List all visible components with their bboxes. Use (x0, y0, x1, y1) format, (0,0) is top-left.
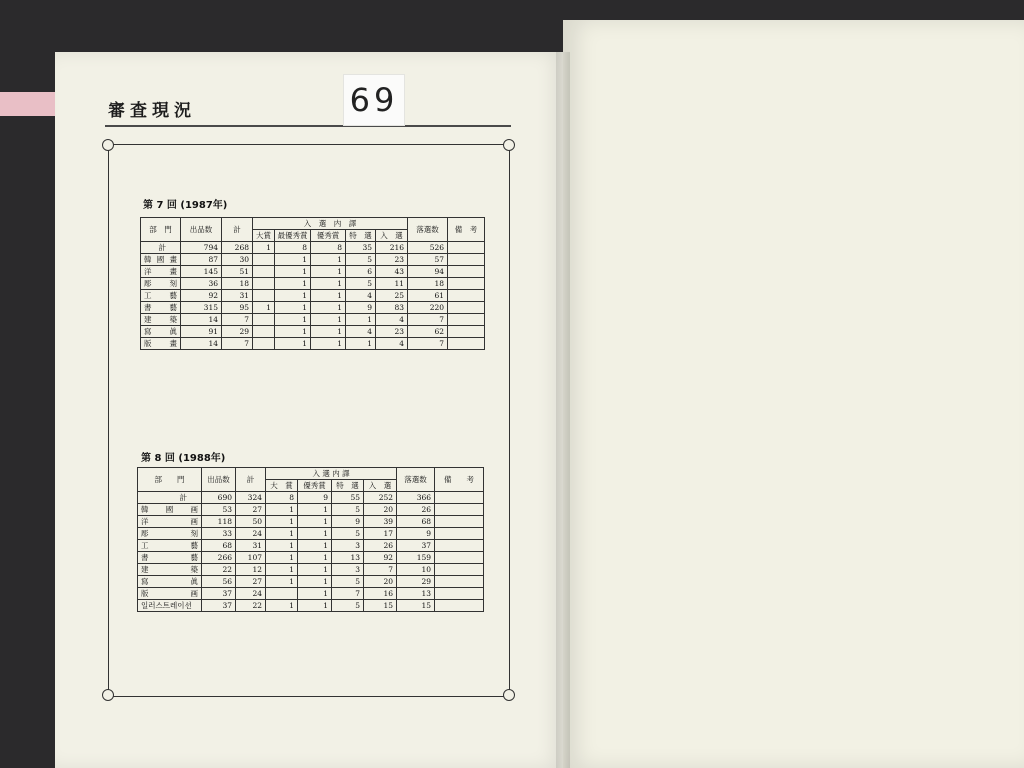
header-selected: 入 選 (364, 480, 397, 492)
dept-cell: 書 藝 (138, 552, 202, 564)
value-cell (435, 600, 484, 612)
value-cell: 1 (266, 552, 298, 564)
value-cell: 252 (364, 492, 397, 504)
bookmark-ribbon (0, 92, 60, 116)
value-cell: 18 (408, 278, 448, 290)
value-cell: 145 (181, 266, 222, 278)
value-cell: 315 (181, 302, 222, 314)
value-cell: 56 (202, 576, 236, 588)
value-cell (435, 516, 484, 528)
value-cell (435, 576, 484, 588)
value-cell: 1 (266, 528, 298, 540)
value-cell: 324 (236, 492, 266, 504)
value-cell: 1 (298, 600, 332, 612)
value-cell: 14 (181, 338, 222, 350)
dept-cell: 書 藝 (141, 302, 181, 314)
value-cell: 1 (253, 302, 275, 314)
value-cell: 266 (202, 552, 236, 564)
value-cell (448, 278, 485, 290)
table-row (141, 290, 485, 302)
value-cell: 268 (222, 242, 253, 254)
value-cell: 31 (236, 540, 266, 552)
dept-cell: 寫 眞 (138, 576, 202, 588)
table-row (138, 588, 484, 600)
dept-cell: 建 築 (138, 564, 202, 576)
header-dept: 部 門 (138, 468, 202, 492)
value-cell: 3 (332, 540, 364, 552)
dept-cell: 韓國畫 (141, 254, 181, 266)
value-cell: 7 (408, 314, 448, 326)
value-cell: 23 (376, 254, 408, 266)
value-cell (435, 564, 484, 576)
census-table-1988 (137, 467, 484, 612)
value-cell: 1 (298, 540, 332, 552)
value-cell: 7 (332, 588, 364, 600)
value-cell (253, 314, 275, 326)
header-rejected: 落選数 (397, 468, 435, 492)
value-cell: 36 (181, 278, 222, 290)
frame-corner-ornament (503, 689, 515, 701)
dept-cell: 洋 畫 (141, 266, 181, 278)
value-cell: 526 (408, 242, 448, 254)
frame-corner-ornament (102, 139, 114, 151)
value-cell: 5 (346, 254, 376, 266)
header-total: 計 (236, 468, 266, 492)
value-cell: 20 (364, 504, 397, 516)
value-cell: 1 (311, 338, 346, 350)
value-cell (448, 266, 485, 278)
value-cell: 1 (275, 326, 311, 338)
value-cell: 9 (346, 302, 376, 314)
value-cell: 24 (236, 588, 266, 600)
value-cell: 68 (202, 540, 236, 552)
header-grand-prize: 大 賞 (266, 480, 298, 492)
value-cell: 118 (202, 516, 236, 528)
value-cell: 53 (202, 504, 236, 516)
value-cell: 1 (311, 254, 346, 266)
value-cell: 68 (397, 516, 435, 528)
header-entries: 出品数 (181, 218, 222, 242)
value-cell: 39 (364, 516, 397, 528)
value-cell: 5 (332, 528, 364, 540)
value-cell: 690 (202, 492, 236, 504)
header-breakdown: 入 選 内 譯 (253, 218, 408, 230)
value-cell (448, 254, 485, 266)
dept-cell: 工 藝 (138, 540, 202, 552)
value-cell: 5 (332, 600, 364, 612)
value-cell: 5 (332, 504, 364, 516)
value-cell: 25 (376, 290, 408, 302)
value-cell: 1 (298, 588, 332, 600)
census-table-1987 (140, 217, 485, 350)
dept-cell: 工 藝 (141, 290, 181, 302)
value-cell: 1 (275, 278, 311, 290)
value-cell: 1 (266, 576, 298, 588)
table-row (141, 302, 485, 314)
table-row (138, 504, 484, 516)
value-cell: 22 (202, 564, 236, 576)
value-cell (266, 588, 298, 600)
value-cell: 4 (346, 326, 376, 338)
section-title-1987: 第 7 回 (1987年) (143, 200, 228, 211)
value-cell: 794 (181, 242, 222, 254)
value-cell (435, 552, 484, 564)
value-cell: 1 (298, 516, 332, 528)
value-cell: 62 (408, 326, 448, 338)
value-cell (435, 588, 484, 600)
table-row (141, 314, 485, 326)
value-cell: 159 (397, 552, 435, 564)
dept-cell: 寫 眞 (141, 326, 181, 338)
header-remarks: 備 考 (435, 468, 484, 492)
value-cell: 4 (376, 314, 408, 326)
table-row (138, 564, 484, 576)
value-cell: 26 (364, 540, 397, 552)
value-cell: 1 (275, 314, 311, 326)
value-cell (448, 302, 485, 314)
value-cell: 107 (236, 552, 266, 564)
dept-cell: 建 築 (141, 314, 181, 326)
value-cell: 7 (364, 564, 397, 576)
value-cell: 7 (222, 338, 253, 350)
value-cell: 1 (298, 564, 332, 576)
value-cell: 95 (222, 302, 253, 314)
value-cell: 92 (364, 552, 397, 564)
value-cell: 8 (275, 242, 311, 254)
value-cell (448, 326, 485, 338)
value-cell: 1 (266, 564, 298, 576)
value-cell: 9 (332, 516, 364, 528)
value-cell: 14 (181, 314, 222, 326)
value-cell: 1 (266, 516, 298, 528)
value-cell: 33 (202, 528, 236, 540)
value-cell: 7 (222, 314, 253, 326)
value-cell: 4 (346, 290, 376, 302)
value-cell: 220 (408, 302, 448, 314)
header-special: 特 選 (346, 230, 376, 242)
page-heading: 審査現況 (108, 101, 196, 121)
value-cell: 9 (298, 492, 332, 504)
value-cell: 1 (311, 290, 346, 302)
value-cell: 366 (397, 492, 435, 504)
value-cell: 29 (397, 576, 435, 588)
book-gutter (556, 52, 570, 768)
value-cell: 26 (397, 504, 435, 516)
value-cell: 27 (236, 504, 266, 516)
value-cell: 1 (266, 540, 298, 552)
frame-corner-ornament (503, 139, 515, 151)
value-cell: 1 (253, 242, 275, 254)
value-cell (253, 338, 275, 350)
value-cell: 1 (275, 302, 311, 314)
value-cell: 1 (311, 314, 346, 326)
value-cell (435, 504, 484, 516)
value-cell: 61 (408, 290, 448, 302)
value-cell: 1 (298, 528, 332, 540)
header-dept: 部 門 (141, 218, 181, 242)
value-cell (448, 290, 485, 302)
value-cell: 4 (376, 338, 408, 350)
value-cell: 8 (266, 492, 298, 504)
table-row (138, 540, 484, 552)
dept-cell: 洋 画 (138, 516, 202, 528)
value-cell: 37 (202, 600, 236, 612)
header-entries: 出品数 (202, 468, 236, 492)
value-cell: 10 (397, 564, 435, 576)
value-cell: 3 (332, 564, 364, 576)
value-cell: 216 (376, 242, 408, 254)
value-cell: 83 (376, 302, 408, 314)
value-cell: 29 (222, 326, 253, 338)
value-cell: 5 (346, 278, 376, 290)
value-cell: 1 (298, 504, 332, 516)
value-cell: 9 (397, 528, 435, 540)
table-row (138, 600, 484, 612)
value-cell: 35 (346, 242, 376, 254)
value-cell: 30 (222, 254, 253, 266)
value-cell (253, 278, 275, 290)
value-cell: 24 (236, 528, 266, 540)
dept-cell: 版 畫 (141, 338, 181, 350)
value-cell: 1 (346, 314, 376, 326)
value-cell (435, 540, 484, 552)
value-cell: 55 (332, 492, 364, 504)
dept-cell: 韓 國 画 (138, 504, 202, 516)
value-cell: 37 (397, 540, 435, 552)
table-row (138, 576, 484, 588)
value-cell: 1 (266, 600, 298, 612)
value-cell (448, 338, 485, 350)
value-cell (253, 266, 275, 278)
header-excellence: 優秀賞 (311, 230, 346, 242)
value-cell (435, 528, 484, 540)
value-cell: 1 (275, 254, 311, 266)
value-cell: 18 (222, 278, 253, 290)
value-cell: 37 (202, 588, 236, 600)
header-breakdown: 入 選 内 譯 (266, 468, 397, 480)
value-cell: 23 (376, 326, 408, 338)
value-cell (435, 492, 484, 504)
header-top-excellence: 最優秀賞 (275, 230, 311, 242)
value-cell: 5 (332, 576, 364, 588)
dept-cell: 彫 刻 (138, 528, 202, 540)
dept-cell: 일러스트레이션 (138, 600, 202, 612)
value-cell: 1 (311, 326, 346, 338)
value-cell: 50 (236, 516, 266, 528)
dept-cell: 計 (138, 492, 202, 504)
value-cell: 1 (311, 302, 346, 314)
table-row (141, 278, 485, 290)
value-cell: 17 (364, 528, 397, 540)
table-row (141, 326, 485, 338)
header-rejected: 落選数 (408, 218, 448, 242)
header-selected: 入 選 (376, 230, 408, 242)
table-row (138, 528, 484, 540)
value-cell (253, 254, 275, 266)
value-cell: 13 (332, 552, 364, 564)
value-cell: 91 (181, 326, 222, 338)
dept-cell: 彫 刻 (141, 278, 181, 290)
value-cell (448, 314, 485, 326)
value-cell (253, 290, 275, 302)
table-row (138, 516, 484, 528)
value-cell: 13 (397, 588, 435, 600)
value-cell: 7 (408, 338, 448, 350)
table-total-row (141, 242, 485, 254)
value-cell: 1 (346, 338, 376, 350)
value-cell: 1 (311, 278, 346, 290)
value-cell: 51 (222, 266, 253, 278)
dept-cell: 計 (141, 242, 181, 254)
value-cell: 1 (298, 576, 332, 588)
value-cell: 8 (311, 242, 346, 254)
header-special: 特 選 (332, 480, 364, 492)
value-cell: 1 (311, 266, 346, 278)
table-total-row (138, 492, 484, 504)
value-cell: 1 (266, 504, 298, 516)
page-number-sticker: 69 (343, 74, 405, 126)
value-cell: 22 (236, 600, 266, 612)
table-row (141, 254, 485, 266)
value-cell: 92 (181, 290, 222, 302)
header-total: 計 (222, 218, 253, 242)
value-cell: 16 (364, 588, 397, 600)
value-cell: 87 (181, 254, 222, 266)
value-cell: 20 (364, 576, 397, 588)
table-row (138, 552, 484, 564)
heading-rule (105, 125, 511, 127)
section-title-1988: 第 8 回 (1988年) (141, 453, 226, 464)
value-cell: 1 (275, 338, 311, 350)
value-cell: 57 (408, 254, 448, 266)
value-cell: 11 (376, 278, 408, 290)
value-cell: 1 (275, 266, 311, 278)
table-row (141, 266, 485, 278)
dept-cell: 版 画 (138, 588, 202, 600)
value-cell: 6 (346, 266, 376, 278)
table-row (141, 338, 485, 350)
frame-corner-ornament (102, 689, 114, 701)
value-cell: 12 (236, 564, 266, 576)
value-cell (448, 242, 485, 254)
value-cell: 1 (275, 290, 311, 302)
value-cell: 31 (222, 290, 253, 302)
value-cell: 43 (376, 266, 408, 278)
value-cell: 94 (408, 266, 448, 278)
value-cell: 15 (364, 600, 397, 612)
header-grand-prize: 大賞 (253, 230, 275, 242)
value-cell: 1 (298, 552, 332, 564)
value-cell: 27 (236, 576, 266, 588)
header-excellence: 優秀賞 (298, 480, 332, 492)
right-page (563, 20, 1024, 768)
header-remarks: 備 考 (448, 218, 485, 242)
value-cell (253, 326, 275, 338)
value-cell: 15 (397, 600, 435, 612)
